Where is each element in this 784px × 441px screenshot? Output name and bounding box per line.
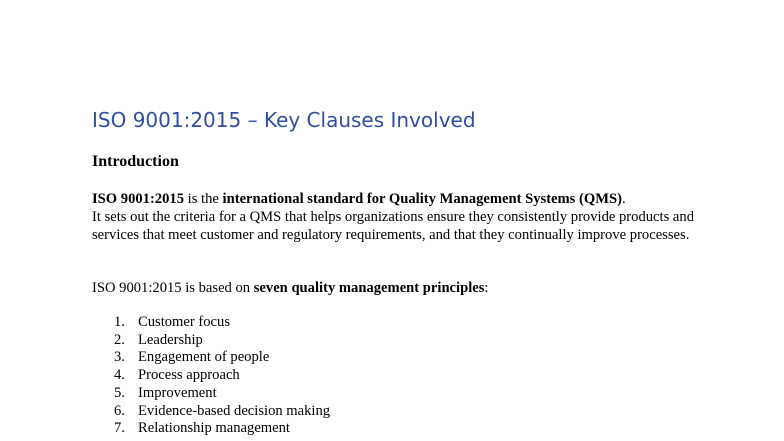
list-item: [92, 420, 330, 438]
intro-period: .: [621, 191, 626, 207]
list-item-label: Evidence-based decision making: [138, 402, 331, 419]
principles-intro-paragraph: [92, 279, 732, 297]
introduction-heading: Introduction: [92, 153, 179, 170]
list-item-number: 3.: [114, 349, 125, 366]
list-item-label: Improvement: [138, 384, 217, 401]
introduction-line-1: [92, 190, 732, 208]
list-item-label: Customer focus: [138, 314, 231, 330]
list-item-number: 5.: [114, 384, 125, 401]
iso-standard-name: ISO 9001:2015: [92, 191, 185, 207]
list-item: [92, 385, 330, 403]
principles-intro-colon: :: [484, 280, 489, 296]
list-item-label: Leadership: [138, 331, 203, 348]
list-item: [92, 349, 330, 367]
list-item-label: Process approach: [138, 367, 240, 384]
list-item-number: 2.: [114, 331, 125, 348]
list-item-number: 6.: [114, 402, 125, 419]
qms-standard-description: international standard for Quality Management Systems (QMS): [222, 191, 622, 207]
principles-intro-bold: seven quality management principles: [253, 280, 485, 296]
intro-connector-text: is the: [184, 191, 223, 207]
introduction-paragraph: [92, 190, 732, 244]
list-item-number: 4.: [114, 367, 125, 384]
principles-list: [92, 314, 330, 438]
list-item: [92, 332, 330, 350]
list-item: [92, 314, 330, 332]
list-item: [92, 367, 330, 385]
list-item: [92, 403, 330, 421]
introduction-description: It sets out the criteria for a QMS that helps organizations ensure they consistently provide products and services that meet customer and regulatory requirements, and that they continually improve processes.: [92, 209, 694, 243]
page-title: ISO 9001:2015 – Key Clauses Involved: [92, 108, 476, 132]
list-item-number: 1.: [114, 314, 125, 330]
principles-intro-text: ISO 9001:2015 is based on: [92, 280, 254, 296]
list-item-label: Relationship management: [138, 420, 290, 437]
list-item-label: Engagement of people: [138, 349, 270, 366]
list-item-number: 7.: [114, 420, 125, 437]
